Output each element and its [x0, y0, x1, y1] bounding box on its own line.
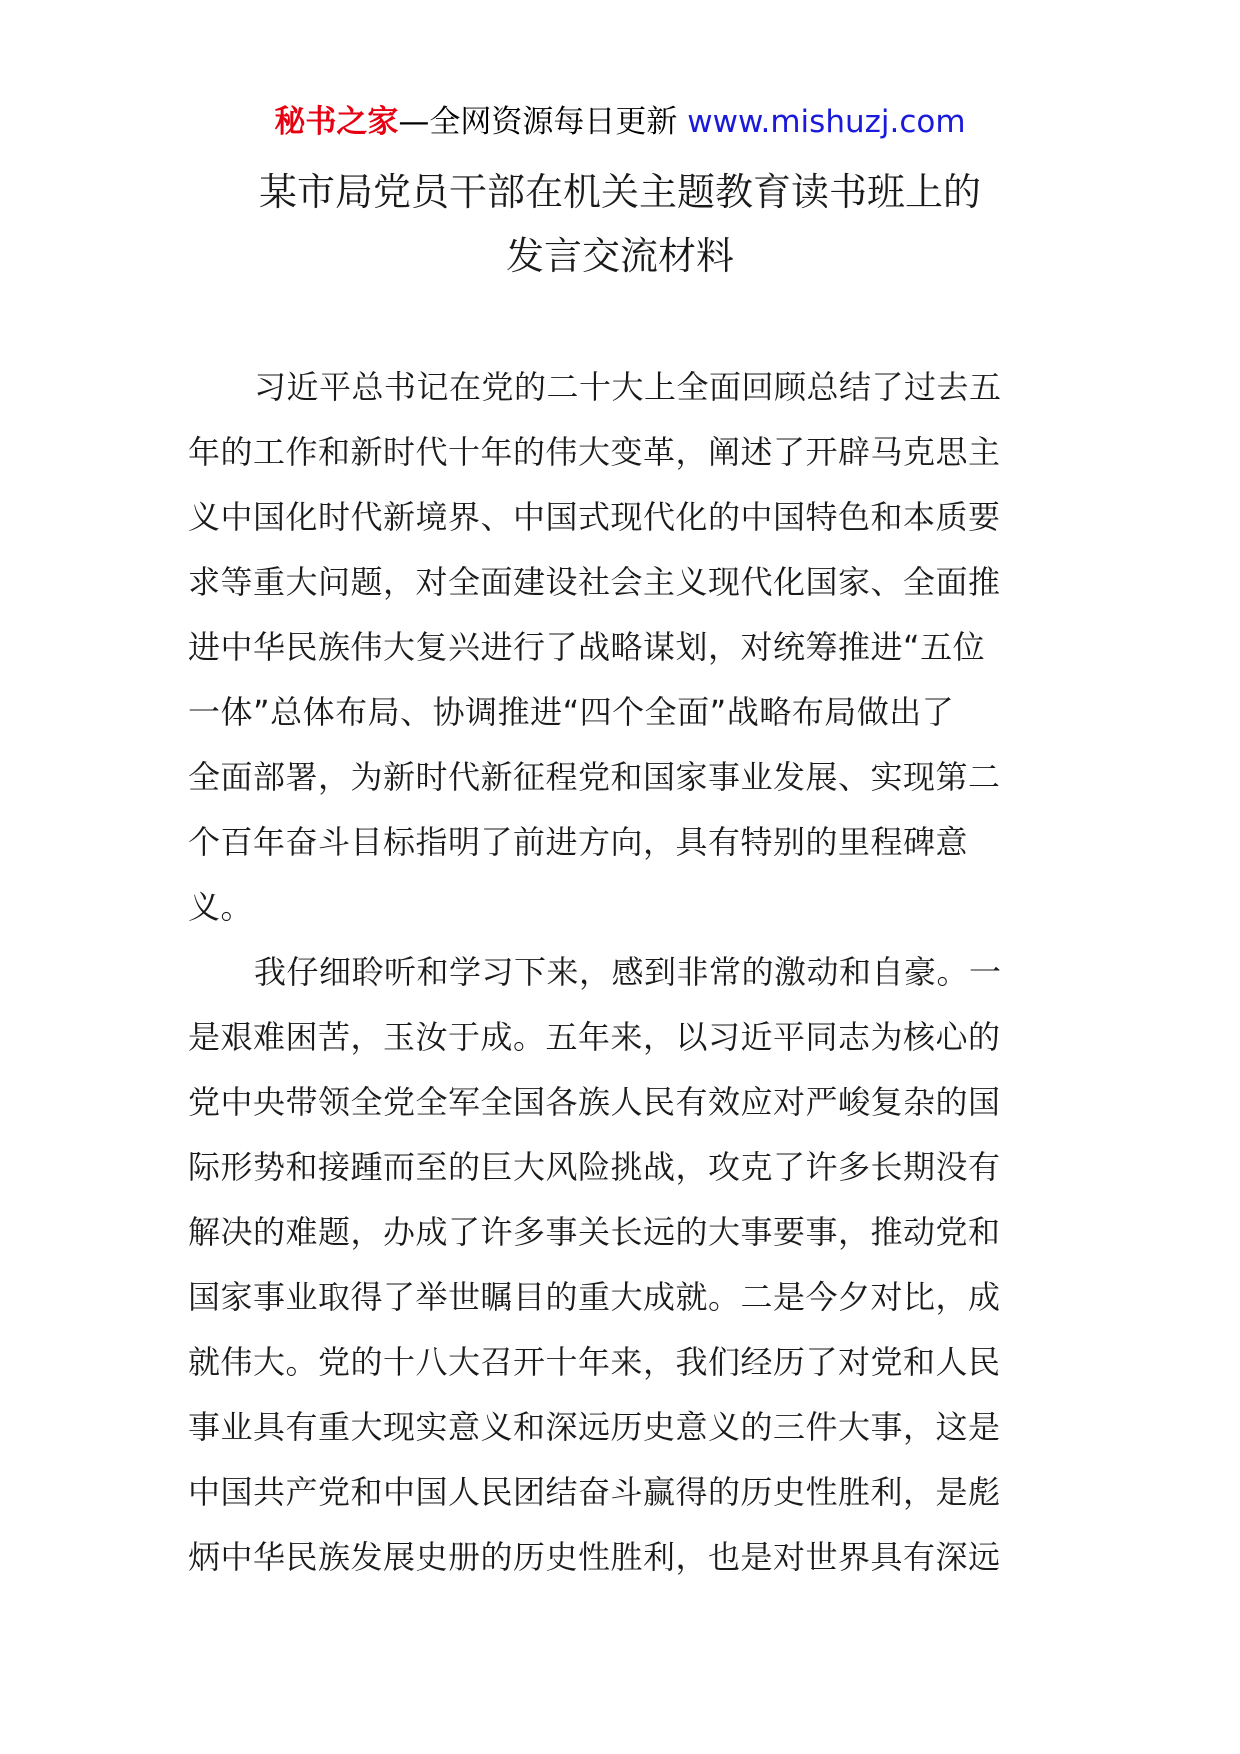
- paragraph-line: 义中国化时代新境界、中国式现代化的中国特色和本质要: [188, 498, 1001, 536]
- paragraph-line: 进中华民族伟大复兴进行了战略谋划，对统筹推进“五位: [188, 628, 986, 666]
- title-line-2: 发言交流材料: [505, 234, 734, 278]
- paragraph-line: 习近平总书记在党的二十大上全面回顾总结了过去五: [254, 368, 1002, 406]
- paragraph-line: 中国共产党和中国人民团结奋斗赢得的历史性胜利，是彪: [188, 1473, 1001, 1511]
- site-header: [0, 100, 1240, 144]
- brand-name: 秘书之家: [274, 104, 399, 140]
- document-body: [188, 355, 1052, 1590]
- paragraph-line: 是艰难困苦，玉汝于成。五年来，以习近平同志为核心的: [188, 1018, 1001, 1056]
- document-title: [0, 160, 1240, 288]
- paragraph-line: 求等重大问题，对全面建设社会主义现代化国家、全面推: [188, 563, 1001, 601]
- paragraph-line: 解决的难题，办成了许多事关长远的大事要事，推动党和: [188, 1213, 1001, 1251]
- paragraph-2: [188, 940, 1052, 1590]
- paragraph-line: 全面部署，为新时代新征程党和国家事业发展、实现第二: [188, 758, 1001, 796]
- paragraph-line: 就伟大。党的十八大召开十年来，我们经历了对党和人民: [188, 1343, 1001, 1381]
- paragraph-line: 个百年奋斗目标指明了前进方向，具有特别的里程碑意: [188, 823, 969, 861]
- paragraph-1: [188, 355, 1052, 940]
- title-line-1: 某市局党员干部在机关主题教育读书班上的: [258, 170, 981, 214]
- paragraph-line: 事业具有重大现实意义和深远历史意义的三件大事，这是: [188, 1408, 1001, 1446]
- paragraph-line: 党中央带领全党全军全国各族人民有效应对严峻复杂的国: [188, 1083, 1001, 1121]
- paragraph-line: 年的工作和新时代十年的伟大变革，阐述了开辟马克思主: [188, 433, 1001, 471]
- site-url-link[interactable]: www.mishuzj.com: [687, 104, 966, 140]
- paragraph-line: 际形势和接踵而至的巨大风险挑战，攻克了许多长期没有: [188, 1148, 1001, 1186]
- paragraph-line: 国家事业取得了举世瞩目的重大成就。二是今夕对比，成: [188, 1278, 1001, 1316]
- paragraph-line: 我仔细聆听和学习下来，感到非常的激动和自豪。一: [254, 953, 1002, 991]
- paragraph-line: 炳中华民族发展史册的历史性胜利，也是对世界具有深远: [188, 1538, 1001, 1576]
- header-slogan: —全网资源每日更新: [398, 104, 688, 140]
- paragraph-line: 义。: [188, 888, 254, 926]
- paragraph-line: 一体”总体布局、协调推进“四个全面”战略布局做出了: [188, 693, 955, 731]
